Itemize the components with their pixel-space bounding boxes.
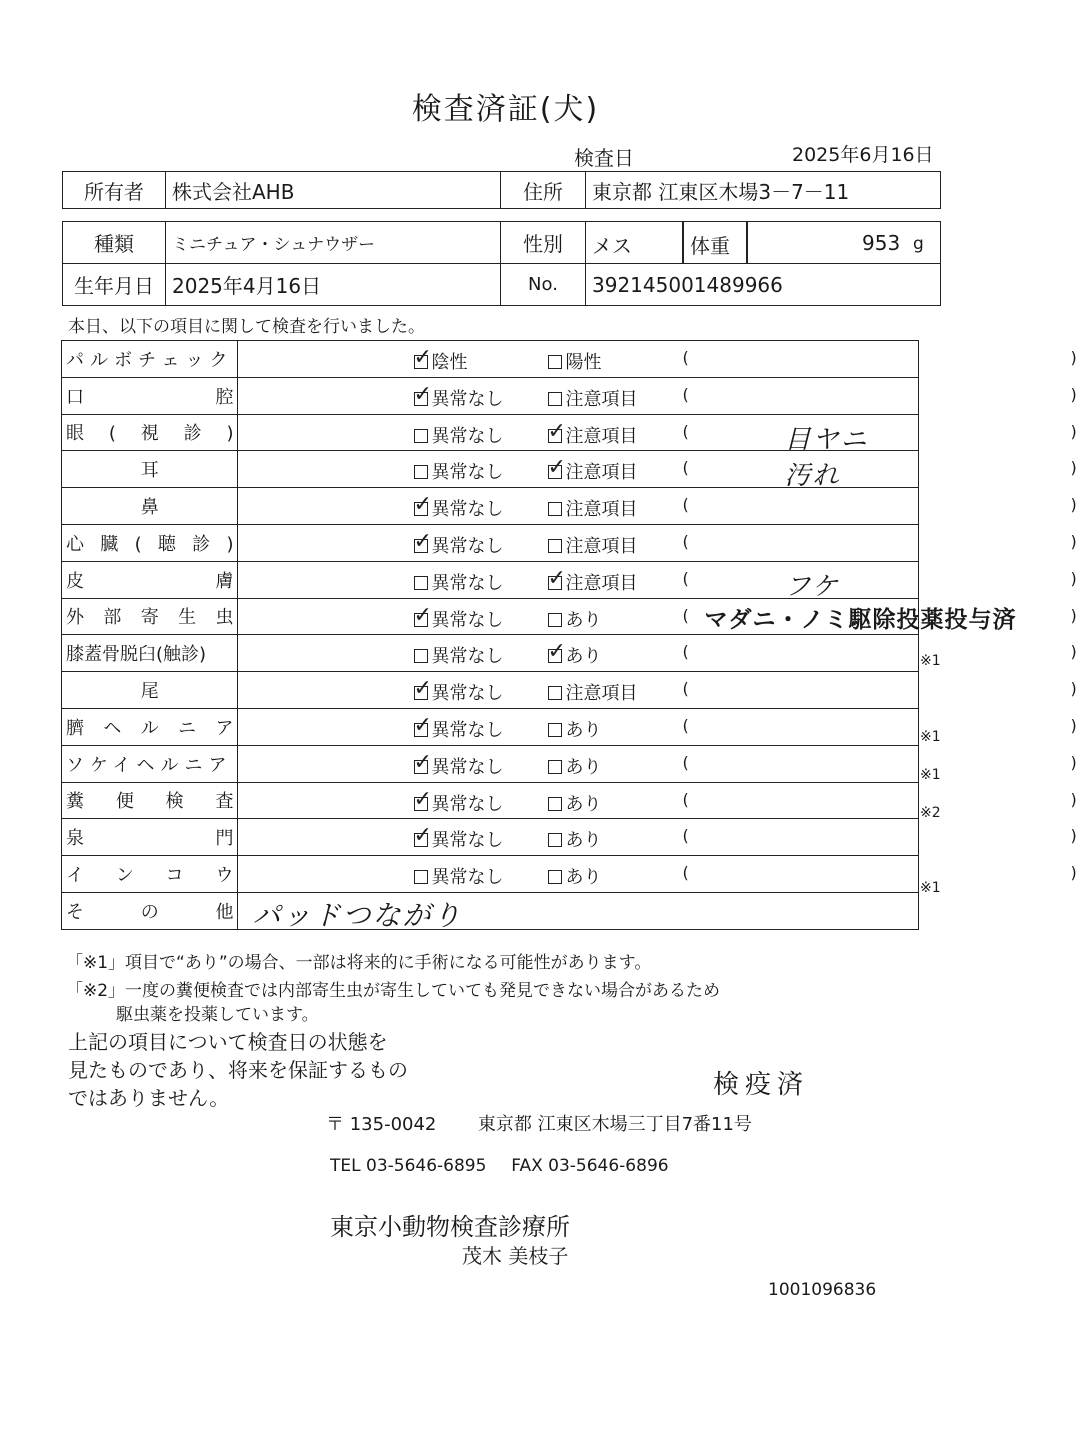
weight-value: 953 <box>862 231 901 255</box>
option-label: 陽性 <box>565 352 602 373</box>
item-label: ソケイヘルニア <box>66 754 233 776</box>
option-abnormal[interactable] <box>547 565 638 595</box>
option-label: 異常なし <box>431 830 504 852</box>
table-row <box>62 672 919 709</box>
printed-note: マダニ・ノミ駆除投薬投与済 <box>704 606 1017 633</box>
check-mark-icon: ✓ <box>413 749 432 775</box>
check-mark-icon: ✓ <box>413 602 432 628</box>
item-name <box>62 598 238 635</box>
handwritten-note: 汚れ <box>784 461 841 492</box>
table-row <box>62 524 919 561</box>
option-label: 陰性 <box>431 352 468 373</box>
item-label: 耳 <box>140 460 159 482</box>
option-label: 異常なし <box>431 867 504 889</box>
table-row <box>62 598 919 635</box>
item-name <box>62 341 238 378</box>
birth-value: 2025年4月16日 <box>166 264 501 306</box>
option-abnormal[interactable] <box>548 863 601 889</box>
close-paren: ) <box>1070 348 1077 367</box>
close-paren: ) <box>1070 384 1077 404</box>
check-mark-icon: ✓ <box>413 345 432 370</box>
item-label: 鼻 <box>140 497 159 519</box>
footnote-2-line2: 駆虫薬を投薬しています。 <box>116 1005 319 1025</box>
check-mark-icon: ✓ <box>413 712 432 738</box>
option-label: 注意項目 <box>565 462 638 484</box>
item-name <box>62 524 238 561</box>
item-name <box>62 782 238 819</box>
owner-value: 株式会社AHB <box>166 172 501 209</box>
option-normal[interactable] <box>414 863 503 889</box>
item-name <box>62 488 238 525</box>
item-label: 口腔 <box>66 386 234 408</box>
table-row <box>62 561 919 598</box>
option-label: 異常なし <box>431 499 504 521</box>
option-normal[interactable] <box>413 676 504 705</box>
option-abnormal[interactable] <box>547 639 602 668</box>
open-paren: ( <box>682 348 689 367</box>
table-row <box>62 745 919 782</box>
item-label: 泉門 <box>66 828 234 850</box>
table-row <box>62 856 919 893</box>
address-full: 東京都 江東区木場三丁目7番11号 <box>477 1114 752 1135</box>
item-label: インコウ <box>66 865 234 887</box>
checkbox[interactable] <box>548 870 562 884</box>
tel: TEL 03-5646-6895 <box>330 1156 487 1176</box>
table-row <box>62 377 919 414</box>
clinic-address <box>326 1110 752 1136</box>
checkbox[interactable] <box>547 565 566 591</box>
option-label: 異常なし <box>431 719 504 741</box>
open-paren: ( <box>682 642 689 662</box>
item-label: 心臓(聴診) <box>66 533 234 555</box>
item-name <box>62 451 238 488</box>
item-name <box>62 819 238 856</box>
check-mark-icon: ✓ <box>547 639 566 665</box>
close-paren: ) <box>1070 605 1077 625</box>
option-label: あり <box>565 609 602 631</box>
checkbox[interactable] <box>413 676 432 702</box>
close-paren: ) <box>1070 421 1077 441</box>
divider <box>746 222 748 263</box>
breed-label: 種類 <box>63 222 166 264</box>
checkbox[interactable] <box>413 712 432 738</box>
check-mark-icon: ✓ <box>413 528 432 554</box>
option-abnormal[interactable] <box>548 826 601 852</box>
table-row <box>62 414 919 451</box>
open-paren: ( <box>682 458 689 478</box>
divider <box>682 222 684 263</box>
disclaimer <box>68 1028 408 1112</box>
option-normal[interactable] <box>413 786 504 816</box>
checkbox[interactable] <box>413 492 432 518</box>
item-name <box>62 377 238 414</box>
footnote-mark: ※1 <box>920 880 941 897</box>
inspection-date: 2025年6月16日 <box>792 144 934 166</box>
open-paren: ( <box>682 715 689 735</box>
other-label: その他 <box>66 901 234 923</box>
weight-label: 体重 <box>690 234 730 258</box>
checkbox[interactable] <box>548 686 562 700</box>
disclaimer-line3: ではありません。 <box>68 1086 230 1110</box>
item-label: 膝蓋骨脱臼(触診) <box>66 644 207 666</box>
checkbox[interactable] <box>413 381 432 407</box>
sex-label: 性別 <box>501 222 586 264</box>
page-title: 検査済証(犬) <box>411 92 600 127</box>
checkbox[interactable] <box>548 392 562 406</box>
item-label: パルボチェック <box>66 349 234 371</box>
close-paren: ) <box>1070 789 1077 809</box>
checkbox[interactable] <box>548 539 562 553</box>
option-label: 異常なし <box>431 572 504 594</box>
close-paren: ) <box>1070 679 1077 699</box>
checkbox[interactable] <box>413 823 432 849</box>
option-normal[interactable] <box>413 528 504 558</box>
inspector-name: 茂木 美枝子 <box>462 1244 569 1268</box>
close-paren: ) <box>1070 826 1077 846</box>
checkbox[interactable] <box>414 429 428 443</box>
checkbox[interactable] <box>547 639 566 665</box>
document-number: 1001096836 <box>768 1280 877 1300</box>
table-row <box>62 451 919 488</box>
option-abnormal[interactable] <box>547 418 638 448</box>
checkbox[interactable] <box>413 528 432 554</box>
option-normal[interactable] <box>414 642 503 668</box>
option-abnormal[interactable] <box>548 679 637 705</box>
inspection-date-label: 検査日 <box>574 146 634 170</box>
item-name <box>62 856 238 893</box>
checkbox[interactable] <box>413 602 432 628</box>
check-mark-icon: ✓ <box>413 786 432 812</box>
birth-label: 生年月日 <box>63 264 166 306</box>
close-paren: ) <box>1070 863 1077 883</box>
option-normal[interactable] <box>414 458 503 484</box>
close-paren: ) <box>1070 531 1077 551</box>
address-label: 住所 <box>501 172 586 209</box>
close-paren: ) <box>1070 715 1077 735</box>
table-row <box>62 708 919 745</box>
open-paren: ( <box>682 568 689 588</box>
sex-value: メス <box>592 234 632 258</box>
footnote-1: 「※1」項目で“あり”の場合、一部は将来的に手術になる可能性があります。 <box>66 953 652 973</box>
postal-code: 〒 135-0042 <box>326 1114 437 1135</box>
option-label: 注意項目 <box>565 683 638 705</box>
item-label: 外部寄生虫 <box>66 607 234 629</box>
check-mark-icon: ✓ <box>547 455 566 481</box>
checkbox[interactable] <box>548 613 562 627</box>
handwritten-note: 目ヤニ <box>784 424 869 455</box>
open-paren: ( <box>682 863 689 883</box>
table-row <box>62 635 919 672</box>
option-label: 注意項目 <box>565 388 638 410</box>
item-name <box>62 414 238 451</box>
checkbox[interactable] <box>548 355 562 369</box>
clinic-phone <box>330 1156 669 1176</box>
item-name <box>62 561 238 598</box>
owner-label: 所有者 <box>63 172 166 209</box>
checkbox[interactable] <box>547 418 566 444</box>
close-paren: ) <box>1070 568 1077 588</box>
footnote-mark: ※1 <box>920 729 941 745</box>
table-row <box>62 782 919 819</box>
checkbox[interactable] <box>548 797 562 811</box>
checkbox[interactable] <box>414 465 428 479</box>
check-mark-icon: ✓ <box>413 823 432 849</box>
open-paren: ( <box>682 605 689 625</box>
fax: FAX 03-5646-6896 <box>511 1156 669 1176</box>
table-row <box>62 488 919 525</box>
item-name <box>62 635 238 672</box>
checkbox[interactable] <box>414 576 428 590</box>
check-mark-icon: ✓ <box>547 565 566 591</box>
checkbox[interactable] <box>548 723 562 737</box>
option-normal[interactable] <box>413 749 504 779</box>
checkbox[interactable] <box>414 649 428 663</box>
check-mark-icon: ✓ <box>413 381 432 407</box>
disclaimer-line1: 上記の項目について検査日の状態を <box>68 1030 388 1054</box>
breed-value: ミニチュア・シュナウザー <box>166 222 501 264</box>
footnote-mark: ※1 <box>920 653 941 670</box>
check-mark-icon: ✓ <box>547 418 566 444</box>
open-paren: ( <box>682 421 689 441</box>
inspection-items-table <box>61 340 1077 932</box>
option-abnormal[interactable] <box>548 790 601 816</box>
option-label: あり <box>565 756 602 778</box>
open-paren: ( <box>682 789 689 809</box>
option-normal[interactable] <box>414 422 503 448</box>
table-row <box>62 819 919 856</box>
clinic-name: 東京小動物検査診療所 <box>330 1213 570 1241</box>
option-normal[interactable] <box>414 569 503 595</box>
close-paren: ) <box>1070 458 1077 478</box>
option-label: あり <box>565 646 602 668</box>
item-label: 臍ヘルニア <box>66 717 234 739</box>
option-normal[interactable] <box>413 381 504 411</box>
option-label: あり <box>565 867 602 889</box>
intro-text: 本日、以下の項目に関して検査を行いました。 <box>68 317 425 337</box>
option-label: 異常なし <box>431 462 504 484</box>
item-label: 尾 <box>140 681 159 703</box>
item-label: 眼(視診) <box>66 423 234 445</box>
option-abnormal[interactable] <box>548 532 637 558</box>
footnote-mark: ※1 <box>920 766 941 783</box>
pet-info-table <box>62 221 941 306</box>
option-label: 異常なし <box>431 425 504 447</box>
option-label: 注意項目 <box>565 425 638 447</box>
checkbox[interactable] <box>413 749 432 775</box>
item-name <box>62 672 238 709</box>
open-paren: ( <box>682 752 689 772</box>
disclaimer-line2: 見たものであり、将来を保証するもの <box>68 1058 408 1082</box>
handwritten-note: フケ <box>784 571 840 602</box>
option-label: 異常なし <box>431 609 504 631</box>
open-paren: ( <box>682 495 689 515</box>
option-label: あり <box>565 793 602 815</box>
table-row <box>62 341 919 378</box>
option-normal[interactable] <box>413 712 504 742</box>
option-label: 異常なし <box>431 793 504 815</box>
item-label: 皮膚 <box>66 570 234 592</box>
option-abnormal[interactable] <box>548 385 637 411</box>
option-label: 異常なし <box>431 683 504 705</box>
option-normal[interactable] <box>413 492 504 521</box>
option-normal[interactable] <box>413 345 468 374</box>
option-label: あり <box>565 830 602 852</box>
checkbox[interactable] <box>548 833 562 847</box>
footnote-mark: ※2 <box>920 804 941 821</box>
option-abnormal[interactable] <box>548 716 601 742</box>
no-value: 392145001489966 <box>586 264 941 306</box>
owner-table <box>62 171 941 209</box>
option-abnormal[interactable] <box>548 495 637 521</box>
checkbox[interactable] <box>413 345 432 370</box>
no-label: No. <box>501 264 586 306</box>
open-paren: ( <box>682 679 689 699</box>
option-abnormal[interactable] <box>548 606 601 632</box>
option-label: 注意項目 <box>565 572 638 594</box>
option-label: あり <box>565 719 602 741</box>
quarantine-stamp-text: 検疫済 <box>713 1070 810 1100</box>
checkbox[interactable] <box>548 760 562 774</box>
option-abnormal[interactable] <box>548 753 601 779</box>
checkbox[interactable] <box>547 455 566 481</box>
item-name <box>62 745 238 782</box>
close-paren: ) <box>1070 752 1077 772</box>
checkbox[interactable] <box>413 786 432 812</box>
option-label: 異常なし <box>431 756 504 778</box>
checkbox[interactable] <box>548 502 562 516</box>
footnote-2-line1: 「※2」一度の糞便検査では内部寄生虫が寄生していても発見できない場合があるため <box>66 981 721 1001</box>
option-abnormal[interactable] <box>547 455 638 484</box>
option-normal[interactable] <box>413 602 504 632</box>
check-mark-icon: ✓ <box>413 492 432 518</box>
item-name-other <box>62 892 238 929</box>
option-abnormal[interactable] <box>548 348 601 374</box>
open-paren: ( <box>682 531 689 551</box>
other-note: パッドつながり <box>252 898 463 932</box>
option-label: 異常なし <box>431 535 504 557</box>
option-label: 異常なし <box>431 388 504 410</box>
option-label: 異常なし <box>431 646 504 668</box>
open-paren: ( <box>682 384 689 404</box>
option-label: 注意項目 <box>565 535 638 557</box>
weight-unit: g <box>913 234 924 254</box>
close-paren: ) <box>1070 495 1077 515</box>
item-label: 糞便検査 <box>66 791 234 813</box>
close-paren: ) <box>1070 642 1077 662</box>
item-name <box>62 708 238 745</box>
check-mark-icon: ✓ <box>413 676 432 702</box>
option-normal[interactable] <box>413 823 504 852</box>
address-value: 東京都 江東区木場3－7－11 <box>586 172 941 209</box>
option-label: 注意項目 <box>565 499 638 521</box>
open-paren: ( <box>682 826 689 846</box>
checkbox[interactable] <box>414 870 428 884</box>
